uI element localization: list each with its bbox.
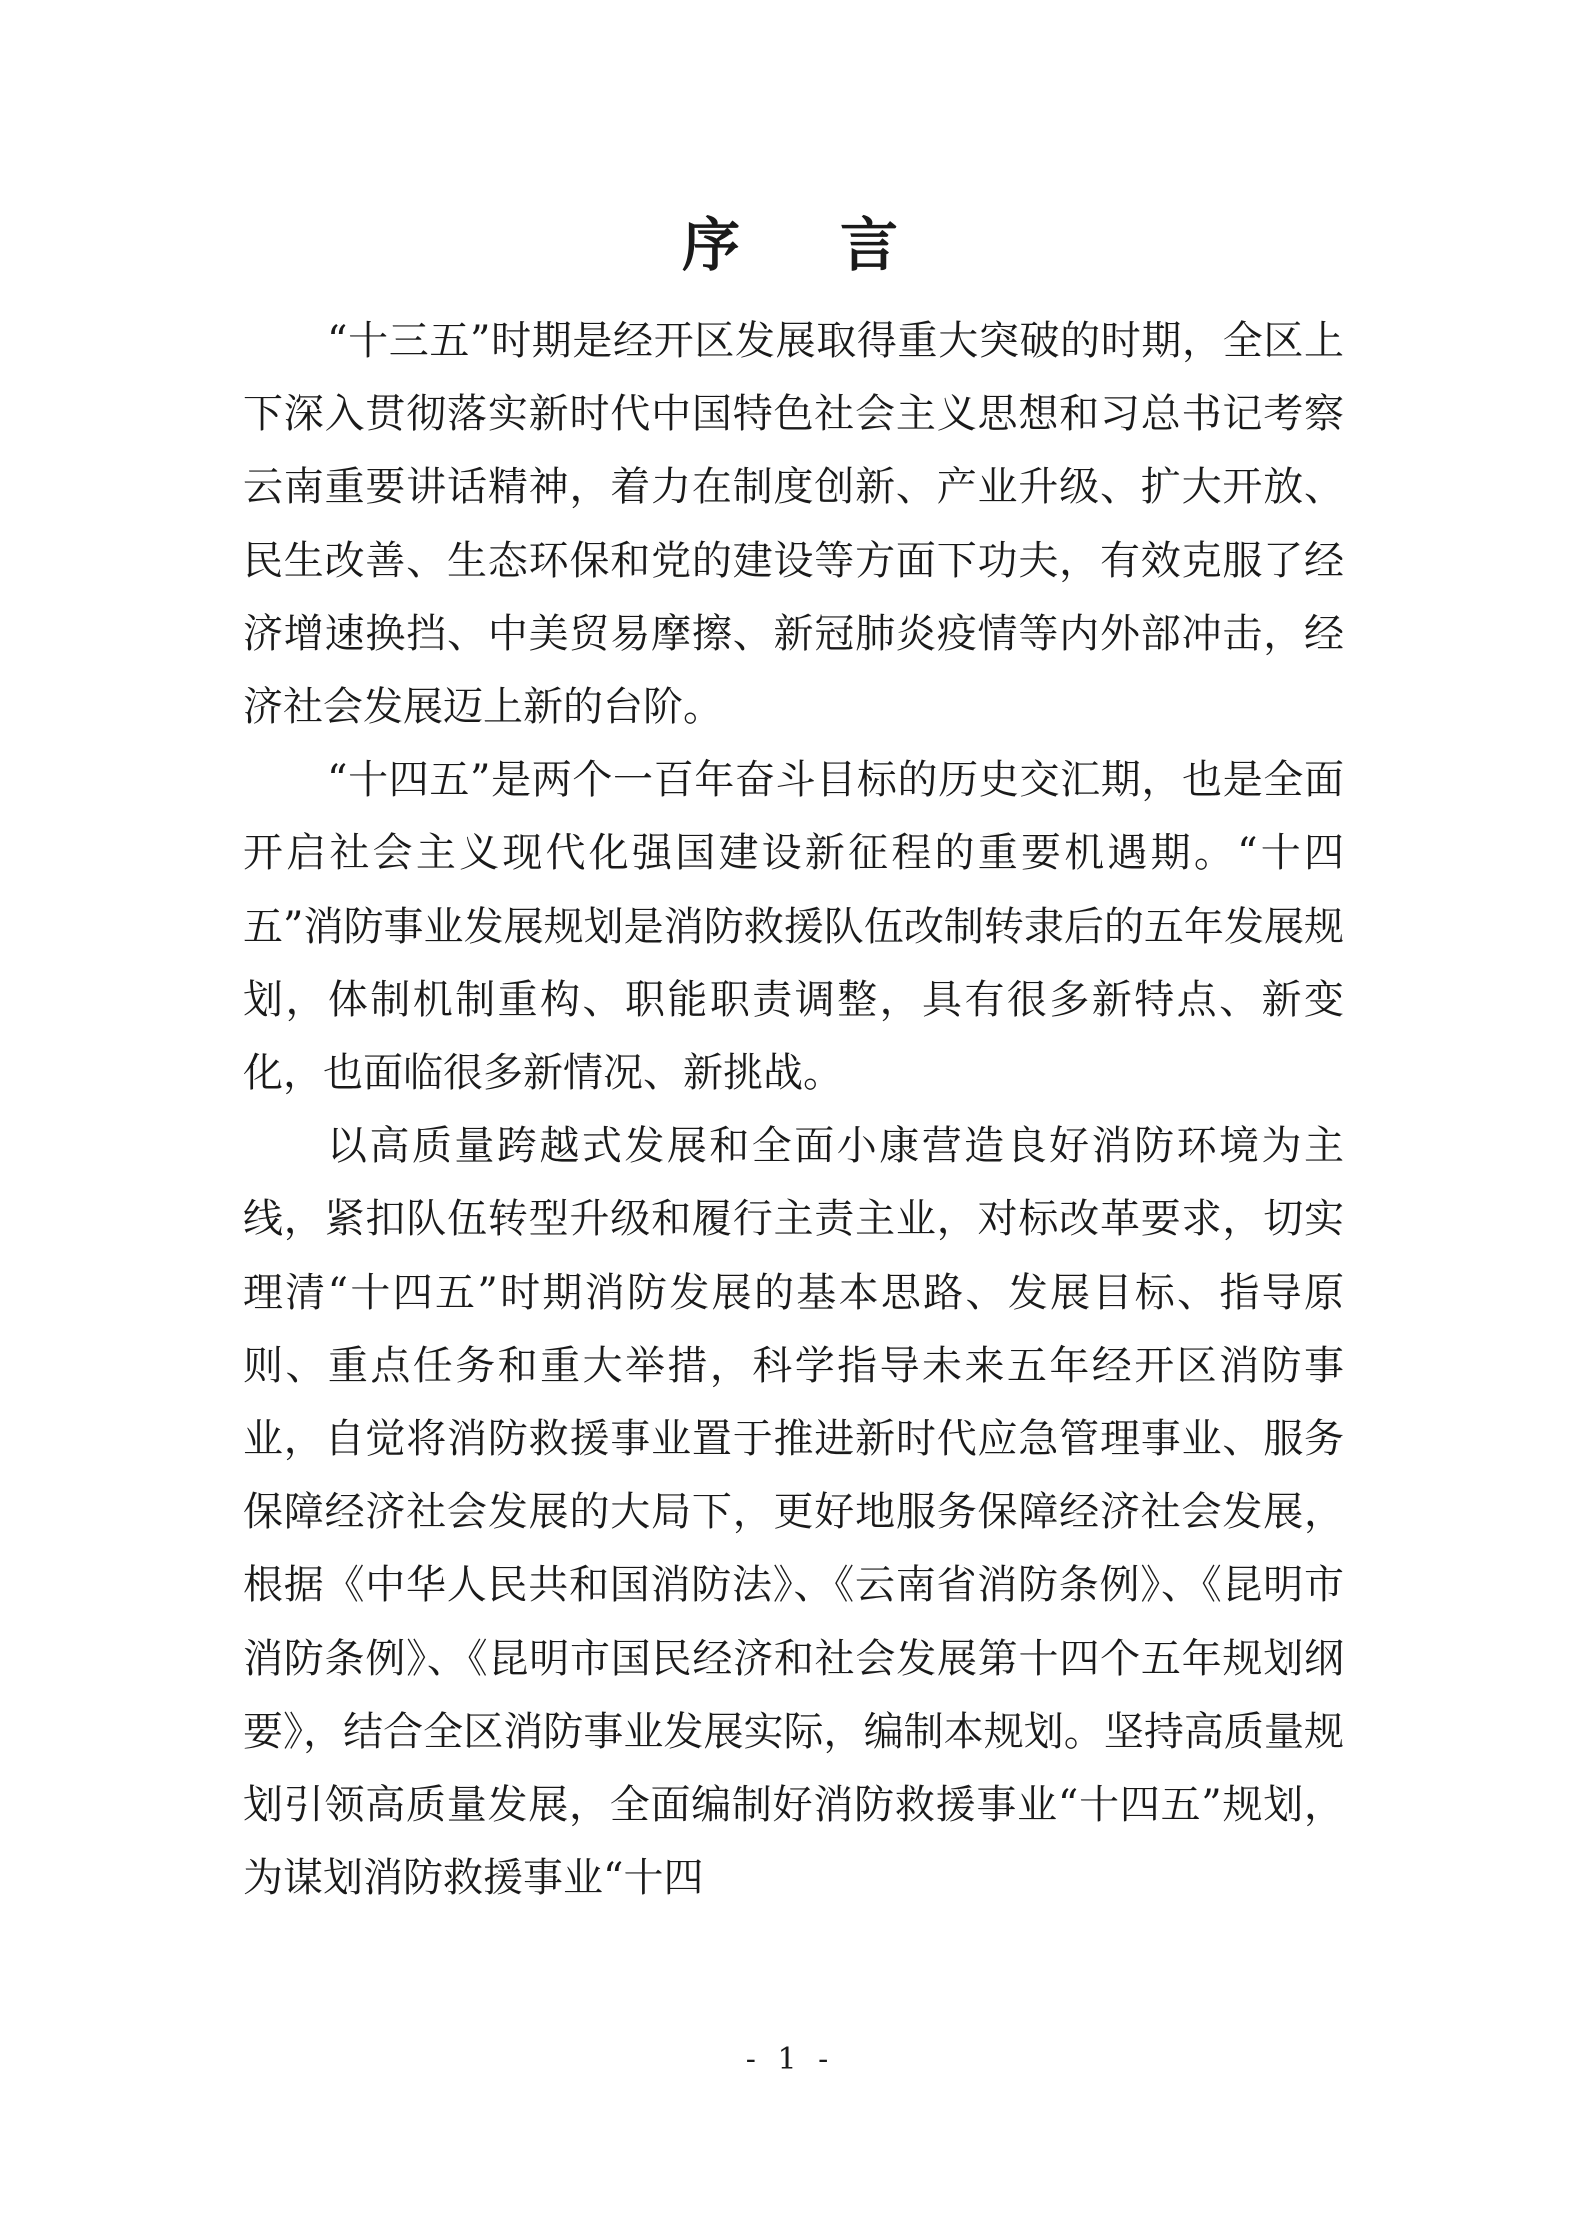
paragraph-2: “十四五”是两个一百年奋斗目标的历史交汇期，也是全面开启社会主义现代化强国建设新征程的重要机遇期。“十四五”消防事业发展规划是消防救援队伍改制转隶后的五年发展规划，体制机制重构、职能职责调整，具有很多新特点、新变化，也面临很多新情况、新挑战。 xyxy=(243,757,1344,1097)
paragraph-3: 以高质量跨越式发展和全面小康营造良好消防环境为主线，紧扣队伍转型升级和履行主责主业，对标改革要求，切实理清“十四五”时期消防发展的基本思路、发展目标、指导原则、重点任务和重大举措，科学指导未来五年经开区消防事业，自觉将消防救援事业置于推进新时代应急管理事业、服务保障经济社会发展的大局下，更好地服务保障经济社会发展，根据《中华人民共和国消防法》、《云南省消防条例》、《昆明市消防条例》、《昆明市国民经济和社会发展第十四个五年规划纲要》，结合全区消防事业发展实际，编制本规划。坚持高质量规划引领高质量发展，全面编制好消防救援事业“十四五”规划，为谋划消防救援事业“十四 xyxy=(243,1123,1344,1902)
page-number: - 1 - xyxy=(745,2042,835,2077)
paragraph-1: “十三五”时期是经开区发展取得重大突破的时期，全区上下深入贯彻落实新时代中国特色社会主义思想和习总书记考察云南重要讲话精神，着力在制度创新、产业升级、扩大开放、民生改善、生态环保和党的建设等方面下功夫，有效克服了经济增速换挡、中美贸易摩擦、新冠肺炎疫情等内外部冲击，经济社会发展迈上新的台阶。 xyxy=(243,318,1344,731)
page-title: 序言 xyxy=(681,211,998,279)
document-body xyxy=(243,305,1344,1915)
